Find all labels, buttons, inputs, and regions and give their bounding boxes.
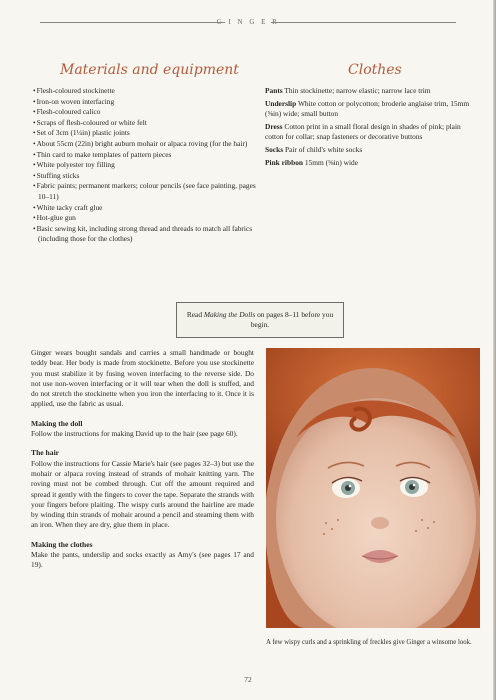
clothes-entry-dress: [265, 122, 480, 143]
list-item: • Set of 3cm (1¼in) plastic joints: [33, 128, 258, 139]
intro-paragraph: Ginger wears bought sandals and carries a small handmade or bought teddy bear. Her body is made from stockinette. Before you use stockinette you must stabilize it by fusing woven interfacing to the reverse side. Do not use non-woven interfacing or it will tear when the doll is stuffed, and do not stretch the stockinette when you iron the interfacing to it. Once it is applied, use the fabric as usual.: [31, 348, 254, 409]
running-header: G I N G E R: [0, 18, 496, 26]
materials-list: [33, 86, 258, 245]
list-item: • Hot-glue gun: [33, 213, 258, 224]
clothes-label: Pink ribbon: [265, 157, 303, 167]
callout-text: [177, 310, 343, 330]
section-heading: Making the clothes: [31, 539, 93, 549]
photo-caption: A few wispy curls and a sprinkling of freckles give Ginger a winsome look.: [266, 639, 472, 646]
doll-face-illustration: [266, 348, 480, 628]
clothes-list: [265, 86, 480, 170]
clothes-label: Dress: [265, 121, 283, 131]
list-item: • Fabric paints; permanent markers; colour pencils (see face painting, pages 10–11): [33, 181, 258, 202]
list-item: • Flesh-coloured calico: [33, 107, 258, 118]
clothes-text: Cotton print in a small floral design in shades of pink; plain cotton for collar; snap fasteners or decorative buttons: [265, 121, 461, 142]
list-item: • White tacky craft glue: [33, 203, 258, 214]
clothes-text: Thin stockinette; narrow elastic; narrow lace trim: [284, 86, 431, 95]
list-item: • About 55cm (22in) bright auburn mohair or alpaca roving (for the hair): [33, 139, 258, 150]
read-first-callout: [176, 302, 344, 338]
clothes-label: Underslip: [265, 98, 297, 108]
list-item: • Thin card to make templates of pattern pieces: [33, 150, 258, 161]
section-text: Follow the instructions for Cassie Marie's hair (see pages 32–3) but use the mohair or alpaca roving instead of strands of mohair knitting yarn. The roving must not be combed through. Cut off the amount required and spread it gently with the fingers to cover the tape. Separate the strands with your fingers before plaiting. The wispy curls around the hairline are made by winding thin strands of mohair around a pencil and steaming them with an iron. When they are dry, glue them in place.: [31, 458, 254, 530]
callout-prefix: Read: [186, 310, 204, 319]
instructions-column: [31, 348, 254, 580]
section-heading: Making the doll: [31, 418, 83, 428]
section-text: Follow the instructions for making David up to the hair (see page 60).: [31, 429, 238, 439]
list-item: • Scraps of flesh-coloured or white felt: [33, 118, 258, 129]
materials-heading: Materials and equipment: [60, 62, 239, 78]
callout-suffix: on pages 8–11 before you begin.: [250, 310, 334, 329]
clothes-heading: Clothes: [348, 62, 402, 78]
clothes-entry-underslip: [265, 99, 480, 120]
clothes-label: Pants: [265, 86, 283, 95]
clothes-text: 15mm (⅝in) wide: [304, 157, 359, 167]
clothes-entry-socks: [265, 145, 480, 156]
clothes-entry-ribbon: [265, 158, 480, 169]
list-item: • Stuffing sticks: [33, 171, 258, 182]
clothes-text: Pair of child's white socks: [284, 144, 363, 154]
list-item: • Flesh-coloured stockinette: [33, 86, 258, 97]
clothes-entry-pants: [265, 86, 480, 97]
section-text: Make the pants, underslip and socks exactly as Amy's (see pages 17 and 19).: [31, 550, 254, 570]
page-number: 72: [244, 675, 252, 684]
list-item: • Iron-on woven interfacing: [33, 97, 258, 108]
list-item: • White polyester toy filling: [33, 160, 258, 171]
list-item: • Basic sewing kit, including strong thread and threads to match all fabrics (including those for the clothes): [33, 224, 258, 245]
clothes-text: White cotton or polycotton; broderie anglaise trim, 15mm (⅝in) wide; small button: [265, 98, 470, 119]
section-heading: The hair: [31, 448, 60, 458]
doll-face-photo: [266, 348, 480, 628]
clothes-label: Socks: [265, 144, 284, 154]
callout-book-title: Making the Dolls: [203, 310, 256, 319]
